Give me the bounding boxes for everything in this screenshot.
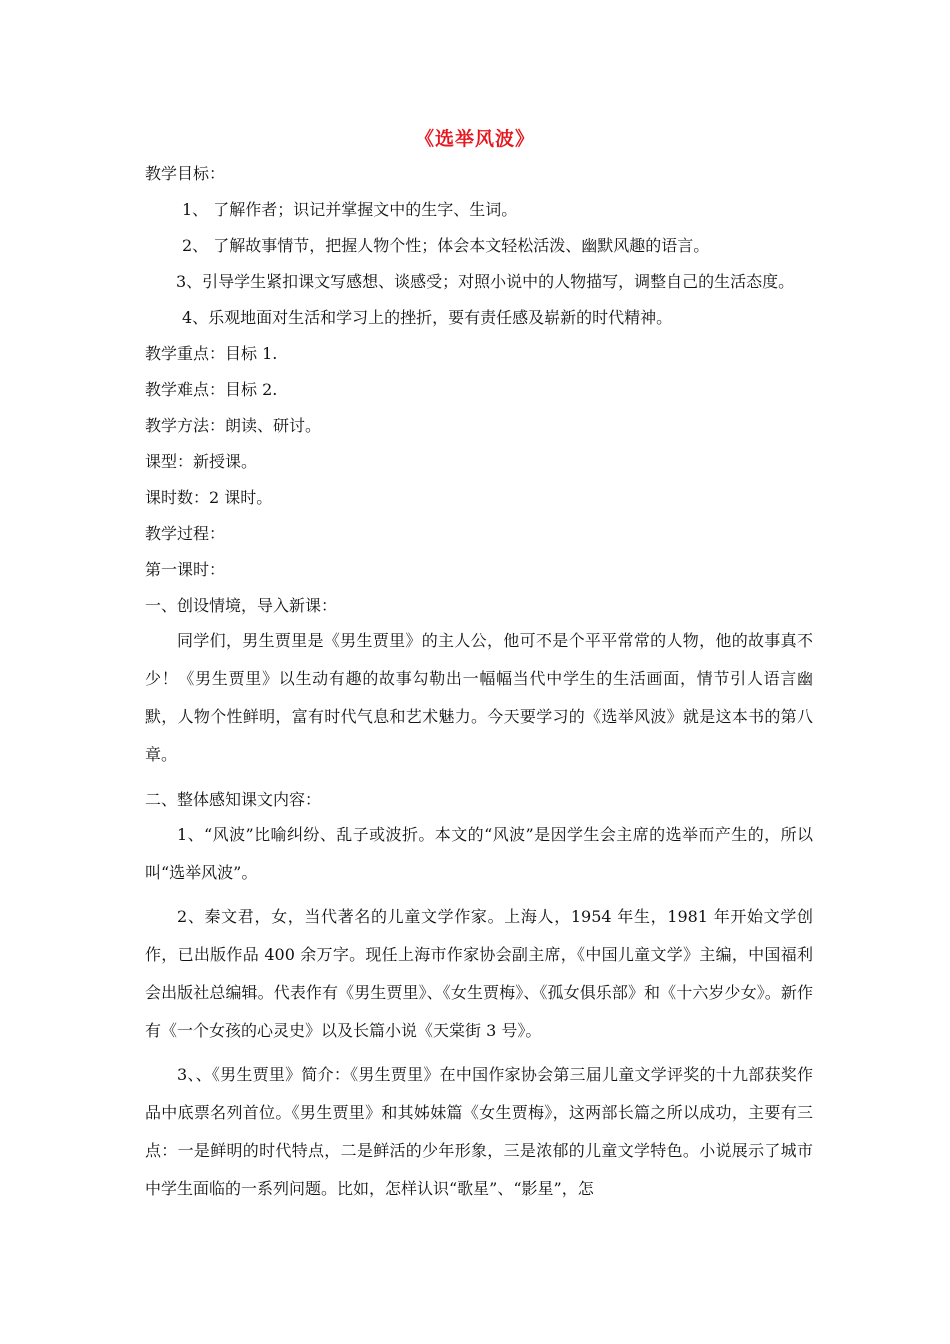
point-3-paragraph: 3、、《男生贾里》简介：《男生贾里》在中国作家协会第三届儿童文学评奖的十九部获奖作品中底票名列首位。《男生贾里》和其姊妹篇《女生贾梅》，这两部长篇之所以成功，主要有三点：一是鲜明的时代特点，二是鲜活的少年形象，三是浓郁的儿童文学特色。小说展示了城市中学生面临的一系列问题。比如，怎样认识“歌星”、“影星”，怎 [145,1065,813,1198]
process-heading: 教学过程： [145,524,226,543]
goal-item-2: 2、 了解故事情节，把握人物个性；体会本文轻松活泼、幽默风趣的语言。 [182,236,710,255]
document-title: 《选举风波》 [414,128,535,150]
point-1-paragraph: 1、“风波”比喻纠纷、乱子或波折。本文的“风波”是因学生会主席的选举而产生的，所以叫“选举风波”。 [145,825,813,882]
goal-item-4: 4、乐观地面对生活和学习上的挫折，要有责任感及崭新的时代精神。 [182,308,673,327]
lesson-type: 课型：新授课。 [145,452,258,471]
key-point: 教学重点：目标 1. [145,344,278,363]
intro-paragraph: 同学们，男生贾里是《男生贾里》的主人公，他可不是个平平常常的人物，他的故事真不少！《男生贾里》以生动有趣的故事勾勒出一幅幅当代中学生的生活画面，情节引人语言幽默，人物个性鲜明，富有时代气息和艺术魅力。今天要学习的《选举风波》就是这本书的第八章。 [145,631,813,764]
lesson-hours: 课时数：2 课时。 [145,488,273,507]
step-1-heading: 一、创设情境，导入新课： [145,596,338,615]
goals-heading: 教学目标： [145,164,226,183]
goal-item-3: 3、引导学生紧扣课文写感想、谈感受；对照小说中的人物描写，调整自己的生活态度。 [176,272,795,291]
goal-item-1: 1、 了解作者；识记并掌握文中的生字、生词。 [182,200,518,219]
difficulty: 教学难点：目标 2. [145,380,278,399]
teaching-method: 教学方法：朗读、研讨。 [145,416,322,435]
step-2-heading: 二、整体感知课文内容： [145,790,322,809]
point-2-paragraph: 2、秦文君，女，当代著名的儿童文学作家。上海人，1954 年生，1981 年开始文学创作，已出版作品 400 余万字。现任上海市作家协会副主席，《中国儿童文学》主编，中国福利会出版社总编辑。代表作有《男生贾里》、《女生贾梅》、《孤女俱乐部》和《十六岁少女》。新作有《一个女孩的心灵史》以及长篇小说《天棠街 3 号》。 [145,907,813,1040]
first-period-heading: 第一课时： [145,560,226,579]
